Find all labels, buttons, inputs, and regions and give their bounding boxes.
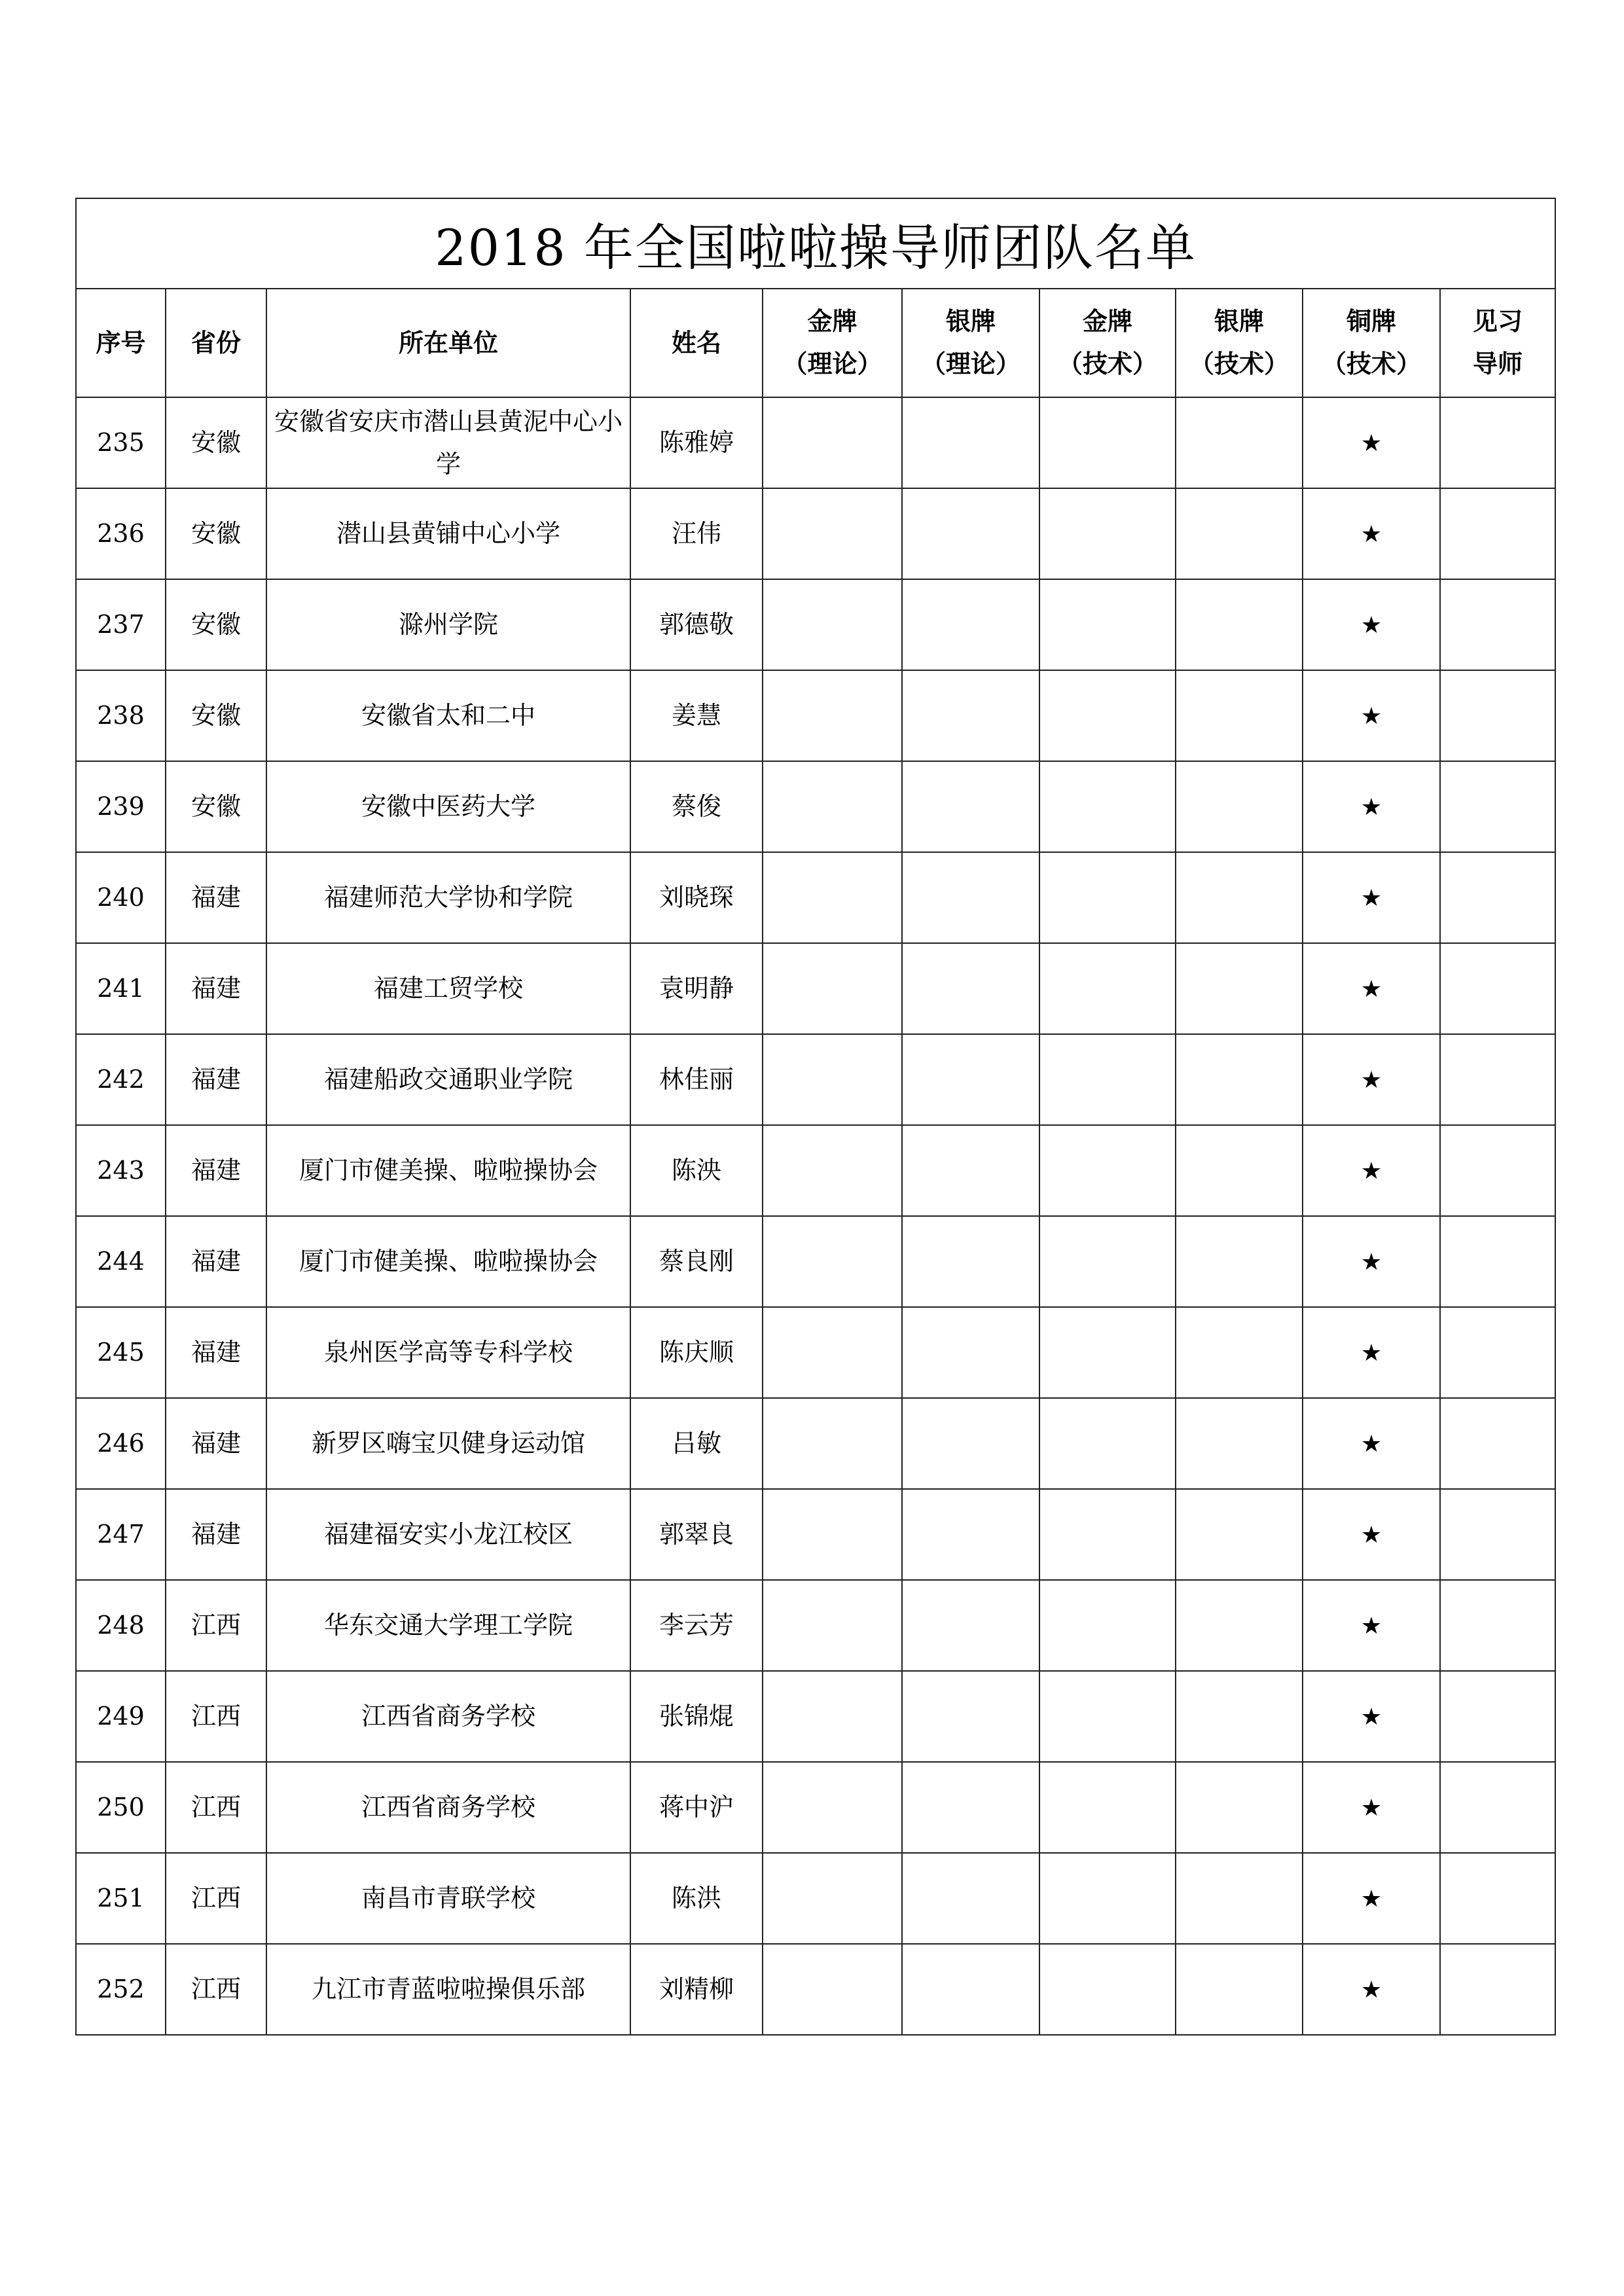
cell-gold-tech <box>1039 488 1176 579</box>
cell-name: 汪伟 <box>630 488 763 579</box>
cell-unit: 南昌市青联学校 <box>266 1853 630 1944</box>
cell-gold-tech <box>1039 1671 1176 1762</box>
cell-gold-tech <box>1039 761 1176 852</box>
cell-gold-tech <box>1039 852 1176 943</box>
cell-gold-theory <box>763 1944 902 2035</box>
column-header-line: 导师 <box>1473 349 1523 378</box>
column-header-line: （技术） <box>1189 349 1289 378</box>
table-row <box>76 1762 1555 1853</box>
cell-unit: 泉州医学高等专科学校 <box>266 1307 630 1398</box>
star-icon: ★ <box>1360 703 1382 730</box>
cell-gold-tech <box>1039 1580 1176 1671</box>
cell-trainee <box>1440 1853 1555 1944</box>
cell-gold-theory <box>763 670 902 761</box>
cell-silver-theory <box>902 761 1039 852</box>
column-header-gold-tech <box>1039 289 1176 397</box>
cell-trainee <box>1440 1216 1555 1307</box>
cell-seq: 235 <box>76 397 166 488</box>
column-header-line: 姓名 <box>671 327 721 357</box>
cell-silver-tech <box>1176 488 1303 579</box>
table-row <box>76 1671 1555 1762</box>
table-row <box>76 1580 1555 1671</box>
cell-province: 江西 <box>166 1853 266 1944</box>
cell-trainee <box>1440 1307 1555 1398</box>
table-row <box>76 579 1555 670</box>
cell-gold-tech <box>1039 1398 1176 1489</box>
cell-gold-tech <box>1039 1489 1176 1580</box>
cell-gold-theory <box>763 488 902 579</box>
document-sheet <box>75 198 1555 2036</box>
star-icon: ★ <box>1360 430 1382 457</box>
cell-gold-tech <box>1039 1307 1176 1398</box>
cell-province: 福建 <box>166 1489 266 1580</box>
cell-gold-theory <box>763 1853 902 1944</box>
cell-trainee <box>1440 1034 1555 1125</box>
column-header-line: 银牌 <box>945 306 996 336</box>
cell-name: 林佳丽 <box>630 1034 763 1125</box>
star-icon: ★ <box>1360 1431 1382 1458</box>
cell-seq: 240 <box>76 852 166 943</box>
cell-bronze-tech <box>1303 1489 1440 1580</box>
cell-gold-theory <box>763 943 902 1034</box>
cell-gold-theory <box>763 1398 902 1489</box>
star-icon: ★ <box>1360 1158 1382 1185</box>
cell-gold-tech <box>1039 1216 1176 1307</box>
cell-seq: 249 <box>76 1671 166 1762</box>
column-header-gold-theory <box>763 289 902 397</box>
cell-province: 安徽 <box>166 397 266 488</box>
column-header-line: 省份 <box>190 327 241 357</box>
cell-unit: 福建工贸学校 <box>266 943 630 1034</box>
cell-name: 陈庆顺 <box>630 1307 763 1398</box>
cell-seq: 245 <box>76 1307 166 1398</box>
cell-province: 江西 <box>166 1762 266 1853</box>
cell-unit: 新罗区嗨宝贝健身运动馆 <box>266 1398 630 1489</box>
cell-bronze-tech <box>1303 1398 1440 1489</box>
table-row <box>76 1853 1555 1944</box>
cell-unit: 厦门市健美操、啦啦操协会 <box>266 1125 630 1216</box>
column-header-province <box>166 289 266 397</box>
cell-name: 吕敏 <box>630 1398 763 1489</box>
cell-gold-theory <box>763 1762 902 1853</box>
cell-province: 福建 <box>166 1125 266 1216</box>
table-row <box>76 488 1555 579</box>
cell-silver-theory <box>902 1580 1039 1671</box>
table-row <box>76 1398 1555 1489</box>
cell-gold-theory <box>763 1034 902 1125</box>
table-row <box>76 670 1555 761</box>
cell-unit: 九江市青蓝啦啦操俱乐部 <box>266 1944 630 2035</box>
cell-trainee <box>1440 670 1555 761</box>
cell-gold-tech <box>1039 579 1176 670</box>
cell-unit: 福建福安实小龙江校区 <box>266 1489 630 1580</box>
cell-trainee <box>1440 1125 1555 1216</box>
column-header-line: （技术） <box>1321 349 1421 378</box>
cell-bronze-tech <box>1303 1853 1440 1944</box>
cell-silver-theory <box>902 1489 1039 1580</box>
document-title: 2018 年全国啦啦操导师团队名单 <box>76 198 1555 289</box>
cell-trainee <box>1440 761 1555 852</box>
cell-trainee <box>1440 1944 1555 2035</box>
cell-trainee <box>1440 1580 1555 1671</box>
cell-gold-tech <box>1039 1125 1176 1216</box>
table-row <box>76 943 1555 1034</box>
table-row <box>76 1489 1555 1580</box>
cell-unit: 江西省商务学校 <box>266 1671 630 1762</box>
cell-trainee <box>1440 852 1555 943</box>
cell-silver-tech <box>1176 1580 1303 1671</box>
cell-trainee <box>1440 1398 1555 1489</box>
cell-gold-tech <box>1039 1853 1176 1944</box>
table-row <box>76 397 1555 488</box>
cell-province: 福建 <box>166 1398 266 1489</box>
cell-silver-theory <box>902 1853 1039 1944</box>
cell-province: 安徽 <box>166 670 266 761</box>
cell-seq: 243 <box>76 1125 166 1216</box>
cell-name: 陈泱 <box>630 1125 763 1216</box>
cell-bronze-tech <box>1303 579 1440 670</box>
cell-silver-tech <box>1176 1853 1303 1944</box>
cell-silver-theory <box>902 1307 1039 1398</box>
cell-name: 袁明静 <box>630 943 763 1034</box>
cell-province: 江西 <box>166 1671 266 1762</box>
column-header-line: 序号 <box>96 327 146 357</box>
star-icon: ★ <box>1360 794 1382 821</box>
column-header-unit <box>266 289 630 397</box>
cell-seq: 237 <box>76 579 166 670</box>
cell-name: 陈雅婷 <box>630 397 763 488</box>
cell-silver-theory <box>902 488 1039 579</box>
cell-seq: 248 <box>76 1580 166 1671</box>
cell-unit: 福建师范大学协和学院 <box>266 852 630 943</box>
star-icon: ★ <box>1360 1977 1382 2004</box>
cell-bronze-tech <box>1303 488 1440 579</box>
cell-gold-theory <box>763 397 902 488</box>
column-header-line: 铜牌 <box>1346 306 1396 336</box>
cell-name: 蔡良刚 <box>630 1216 763 1307</box>
cell-province: 安徽 <box>166 579 266 670</box>
cell-gold-theory <box>763 1671 902 1762</box>
cell-seq: 252 <box>76 1944 166 2035</box>
cell-bronze-tech <box>1303 1671 1440 1762</box>
table-row <box>76 852 1555 943</box>
cell-bronze-tech <box>1303 1034 1440 1125</box>
cell-bronze-tech <box>1303 1580 1440 1671</box>
cell-seq: 250 <box>76 1762 166 1853</box>
table-body <box>76 397 1555 2035</box>
cell-gold-theory <box>763 852 902 943</box>
cell-name: 蔡俊 <box>630 761 763 852</box>
table-row <box>76 1216 1555 1307</box>
cell-silver-tech <box>1176 1216 1303 1307</box>
cell-gold-tech <box>1039 670 1176 761</box>
cell-silver-theory <box>902 852 1039 943</box>
cell-silver-tech <box>1176 1307 1303 1398</box>
cell-gold-theory <box>763 761 902 852</box>
cell-gold-theory <box>763 1216 902 1307</box>
cell-unit: 福建船政交通职业学院 <box>266 1034 630 1125</box>
star-icon: ★ <box>1360 1340 1382 1367</box>
column-header-line: 金牌 <box>807 306 857 336</box>
cell-unit: 安徽省太和二中 <box>266 670 630 761</box>
table-row <box>76 1944 1555 2035</box>
cell-gold-tech <box>1039 1944 1176 2035</box>
cell-gold-theory <box>763 1580 902 1671</box>
cell-silver-theory <box>902 1944 1039 2035</box>
cell-seq: 241 <box>76 943 166 1034</box>
table-header-row <box>76 289 1555 397</box>
cell-silver-tech <box>1176 761 1303 852</box>
cell-silver-theory <box>902 397 1039 488</box>
cell-unit: 江西省商务学校 <box>266 1762 630 1853</box>
star-icon: ★ <box>1360 1795 1382 1822</box>
cell-seq: 242 <box>76 1034 166 1125</box>
cell-silver-tech <box>1176 1034 1303 1125</box>
cell-trainee <box>1440 1762 1555 1853</box>
cell-name: 张锦焜 <box>630 1671 763 1762</box>
cell-seq: 239 <box>76 761 166 852</box>
cell-gold-tech <box>1039 943 1176 1034</box>
star-icon: ★ <box>1360 1613 1382 1640</box>
cell-province: 江西 <box>166 1580 266 1671</box>
star-icon: ★ <box>1360 885 1382 912</box>
cell-unit: 华东交通大学理工学院 <box>266 1580 630 1671</box>
column-header-silver-tech <box>1176 289 1303 397</box>
cell-province: 福建 <box>166 1034 266 1125</box>
cell-gold-theory <box>763 1125 902 1216</box>
cell-gold-theory <box>763 579 902 670</box>
cell-name: 陈洪 <box>630 1853 763 1944</box>
cell-silver-theory <box>902 1125 1039 1216</box>
column-header-name <box>630 289 763 397</box>
cell-province: 安徽 <box>166 488 266 579</box>
cell-province: 福建 <box>166 1307 266 1398</box>
cell-seq: 247 <box>76 1489 166 1580</box>
column-header-line: 银牌 <box>1214 306 1264 336</box>
cell-silver-tech <box>1176 943 1303 1034</box>
cell-seq: 238 <box>76 670 166 761</box>
cell-bronze-tech <box>1303 397 1440 488</box>
cell-bronze-tech <box>1303 1307 1440 1398</box>
cell-unit: 潜山县黄铺中心小学 <box>266 488 630 579</box>
cell-silver-tech <box>1176 1489 1303 1580</box>
cell-name: 郭德敬 <box>630 579 763 670</box>
cell-silver-theory <box>902 1671 1039 1762</box>
cell-name: 李云芳 <box>630 1580 763 1671</box>
cell-province: 福建 <box>166 1216 266 1307</box>
cell-seq: 244 <box>76 1216 166 1307</box>
star-icon: ★ <box>1360 1067 1382 1094</box>
cell-name: 蒋中沪 <box>630 1762 763 1853</box>
cell-trainee <box>1440 943 1555 1034</box>
cell-silver-tech <box>1176 397 1303 488</box>
cell-silver-theory <box>902 1398 1039 1489</box>
table-row <box>76 1034 1555 1125</box>
cell-bronze-tech <box>1303 1944 1440 2035</box>
cell-province: 福建 <box>166 943 266 1034</box>
star-icon: ★ <box>1360 612 1382 639</box>
table-row <box>76 1307 1555 1398</box>
cell-unit: 滁州学院 <box>266 579 630 670</box>
cell-trainee <box>1440 488 1555 579</box>
cell-bronze-tech <box>1303 1125 1440 1216</box>
cell-bronze-tech <box>1303 670 1440 761</box>
column-header-bronze-tech <box>1303 289 1440 397</box>
cell-silver-tech <box>1176 579 1303 670</box>
cell-trainee <box>1440 1489 1555 1580</box>
cell-unit: 安徽中医药大学 <box>266 761 630 852</box>
cell-silver-tech <box>1176 670 1303 761</box>
cell-bronze-tech <box>1303 1762 1440 1853</box>
column-header-line: 见习 <box>1473 306 1523 336</box>
star-icon: ★ <box>1360 521 1382 548</box>
cell-name: 姜慧 <box>630 670 763 761</box>
cell-bronze-tech <box>1303 852 1440 943</box>
cell-province: 安徽 <box>166 761 266 852</box>
cell-province: 福建 <box>166 852 266 943</box>
cell-silver-theory <box>902 670 1039 761</box>
cell-silver-tech <box>1176 1125 1303 1216</box>
cell-silver-theory <box>902 1216 1039 1307</box>
cell-name: 刘晓琛 <box>630 852 763 943</box>
cell-seq: 251 <box>76 1853 166 1944</box>
cell-bronze-tech <box>1303 943 1440 1034</box>
cell-silver-theory <box>902 1762 1039 1853</box>
column-header-seq <box>76 289 166 397</box>
cell-silver-tech <box>1176 1762 1303 1853</box>
cell-silver-theory <box>902 579 1039 670</box>
star-icon: ★ <box>1360 976 1382 1003</box>
cell-trainee <box>1440 1671 1555 1762</box>
cell-province: 江西 <box>166 1944 266 2035</box>
column-header-line: （理论） <box>782 349 882 378</box>
cell-name: 刘精柳 <box>630 1944 763 2035</box>
cell-gold-tech <box>1039 1034 1176 1125</box>
cell-silver-tech <box>1176 1398 1303 1489</box>
cell-silver-theory <box>902 1034 1039 1125</box>
cell-gold-tech <box>1039 1762 1176 1853</box>
cell-unit: 安徽省安庆市潜山县黄泥中心小学 <box>266 397 630 488</box>
column-header-line: 所在单位 <box>398 327 498 357</box>
roster-table <box>75 198 1556 2036</box>
column-header-line: 金牌 <box>1082 306 1132 336</box>
cell-trainee <box>1440 579 1555 670</box>
star-icon: ★ <box>1360 1522 1382 1549</box>
cell-silver-tech <box>1176 1944 1303 2035</box>
column-header-silver-theory <box>902 289 1039 397</box>
column-header-line: （理论） <box>920 349 1020 378</box>
column-header-line: （技术） <box>1057 349 1157 378</box>
cell-gold-tech <box>1039 397 1176 488</box>
star-icon: ★ <box>1360 1886 1382 1913</box>
cell-silver-tech <box>1176 1671 1303 1762</box>
star-icon: ★ <box>1360 1704 1382 1731</box>
cell-seq: 246 <box>76 1398 166 1489</box>
star-icon: ★ <box>1360 1249 1382 1276</box>
cell-seq: 236 <box>76 488 166 579</box>
cell-silver-theory <box>902 943 1039 1034</box>
cell-unit: 厦门市健美操、啦啦操协会 <box>266 1216 630 1307</box>
column-header-trainee <box>1440 289 1555 397</box>
cell-gold-theory <box>763 1307 902 1398</box>
cell-trainee <box>1440 397 1555 488</box>
cell-silver-tech <box>1176 852 1303 943</box>
cell-gold-theory <box>763 1489 902 1580</box>
cell-name: 郭翠良 <box>630 1489 763 1580</box>
table-row <box>76 761 1555 852</box>
cell-bronze-tech <box>1303 1216 1440 1307</box>
table-row <box>76 1125 1555 1216</box>
cell-bronze-tech <box>1303 761 1440 852</box>
